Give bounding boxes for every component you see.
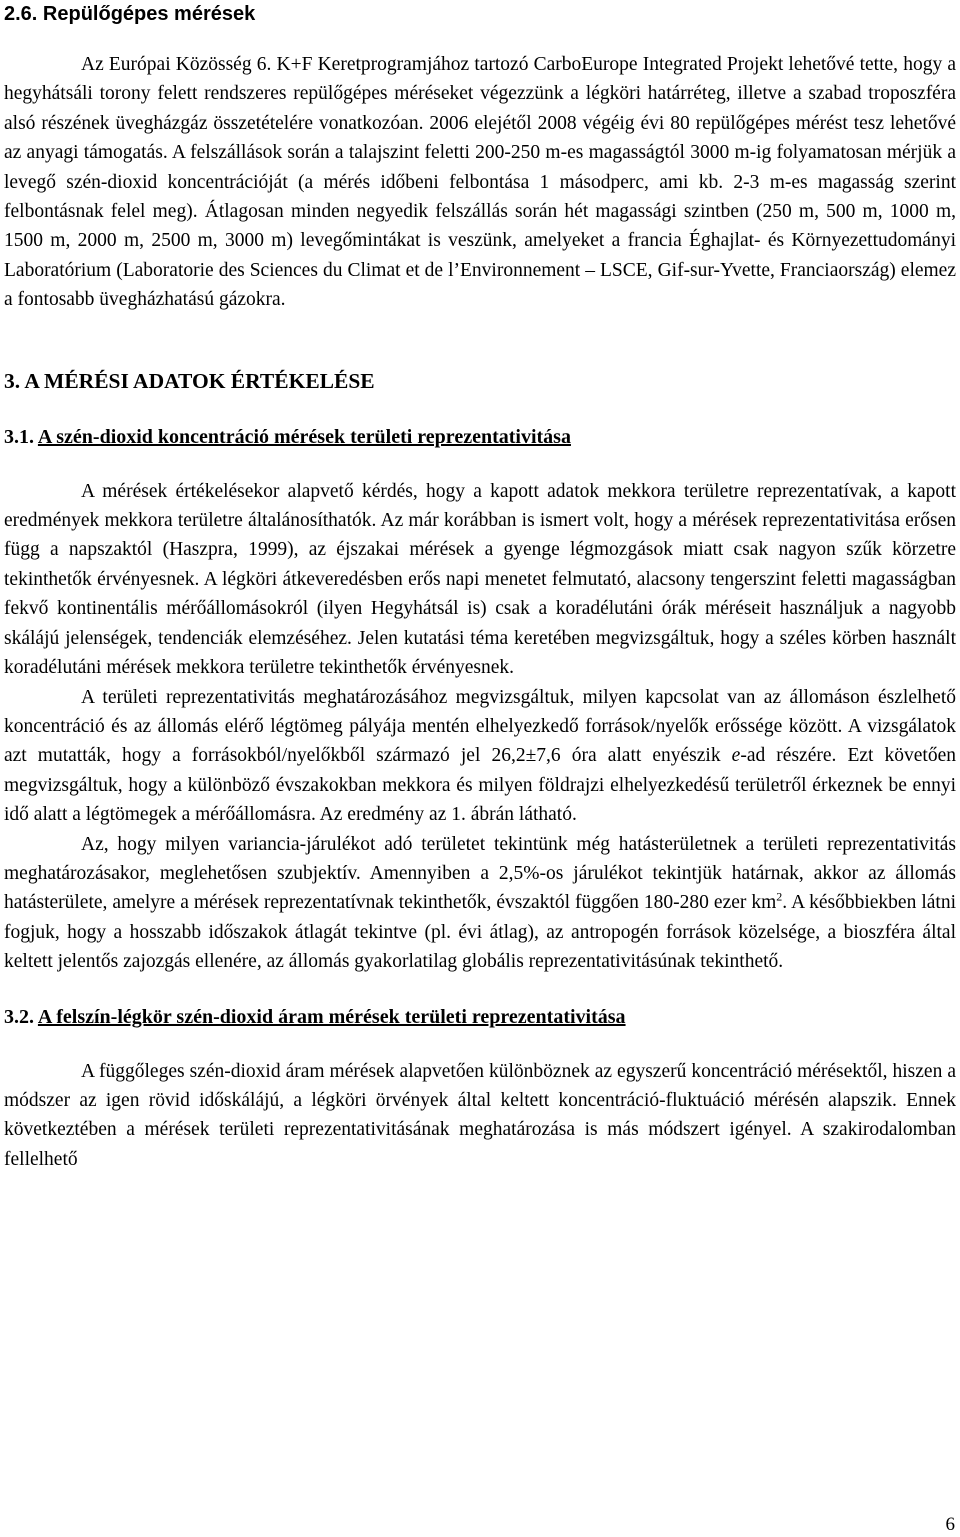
paragraph-text: Az, hogy milyen variancia-járulékot adó területet tekintünk még hatásterületnek a területi reprezentativitás meghatározásakor, meglehetősen szubjektív. Amennyiben a 2,5%-os járulékot tekintjük határnak, akkor az állomás hatásterülete, amelyre a mérések reprezentatívnak tekinthetők, évszaktól függően 180-280 ezer km (4, 833, 956, 914)
paragraph-representativity-intro: A mérések értékelésekor alapvető kérdés, hogy a kapott adatok mekkora területre reprezentatívak, a kapott eredmények mekkora területre általánosíthatók. Az már korábban is ismert volt, hogy a mérések reprezentativitása erősen függ a napszaktól (Haszpra, 1999), az éjszakai mérések a gyenge légmozgások miatt csak nagyon szűk körzetre tekinthetők érvényesnek. A légköri átkeveredésben erős napi menetet felmutató, alacsony tengerszint feletti magasságban fekvő kontinentális mérőállomásokról (ilyen Hegyhátsál is) csak a koradélutáni órák méréseit használjuk a nagyobb skálájú jelenségek, tendenciák elemzéséhez. Jelen kutatási téma keretében megvizsgáltuk, hogy a széles körben használt koradélutáni mérések mekkora területre tekinthetők érvényesnek. (4, 480, 956, 679)
chapter-heading-3: 3. A MÉRÉSI ADATOK ÉRTÉKELÉSE (4, 368, 375, 393)
paragraph-spatial-representativity (4, 683, 956, 830)
paragraph-flux-measurements: A függőleges szén-dioxid áram mérések alapvetően különböznek az egyszerű koncentráció mérésektől, hiszen a módszer az igen rövid időskálájú, a légköri örvények által keltett koncentráció-fluktuáció mérésén alapszik. Ennek következtében a mérések területi reprezentativitásának meghatározása is más módszert igényel. A szakirodalomban fellelhető (4, 1060, 956, 1170)
section-heading-2-6: 2.6. Repülőgépes mérések (4, 3, 256, 25)
section-number: 3.1. (4, 425, 34, 448)
paragraph-aircraft-measurements: Az Európai Közösség 6. K+F Keretprogramjához tartozó CarboEurope Integrated Projekt lehetővé tette, hogy a hegyhátsáli torony felett rendszeres repülőgépes méréseket végezzünk a légköri határréteg, illetve a szabad troposzféra alsó részének üvegházgáz összetételére vonatkozóan. 2006 elejétől 2008 végéig évi 80 repülőgépes mérést tesz lehetővé az anyagi támogatás. A felszállások során a talajszint feletti 200-250 m-es magasságtól 3000 m-ig folyamatosan mérjük a levegő szén-dioxid koncentrációját (a mérés időbeni felbontása 1 másodperc, ami kb. 2-3 m-es magasság szerint felbontásnak felel meg). Átlagosan minden negyedik felszállás során hét magassági szintben (250 m, 500 m, 1000 m, 1500 m, 2000 m, 2500 m, 3000 m) levegőmintákat is veszünk, amelyeket a francia Éghajlat- és Környezettudományi Laboratórium (Laboratorie des Sciences du Climat et de l’Environnement – LSCE, Gif-sur-Yvette, Franciaország) elemez a fontosabb üvegházhatású gázokra. (4, 54, 956, 311)
paragraph-text: A területi reprezentativitás meghatározásához megvizsgáltuk, milyen kapcsolat van az állomáson észlelhető koncentráció és az állomás elérő légtömeg pályája mentén elhelyezkedő források/nyelők erőssége között. A vizsgálatok azt mutatták, hogy a forrásokból/nyelőkből származó jel 26,2±7,6 óra alatt enyészik (4, 686, 956, 767)
document-page (4, 0, 956, 1174)
paragraph-variance-contribution (4, 830, 956, 977)
superscript-2: 2 (776, 889, 783, 904)
section-title: A szén-dioxid koncentráció mérések területi reprezentativitása (37, 425, 571, 448)
italic-e: e (731, 745, 741, 767)
section-heading-3-1 (4, 423, 956, 451)
section-title: A felszín-légkör szén-dioxid áram mérések területi reprezentativitása (37, 1005, 626, 1028)
section-heading-3-2 (4, 1003, 956, 1031)
section-number: 3.2. (4, 1005, 34, 1028)
page-number: 6 (945, 1514, 955, 1535)
paragraph-text: -ad részére. Ezt követően megvizsgáltuk, hogy a különböző évszakokban mekkora és milyen földrajzi elhelyezkedésű területről érkeznek be ennyi idő alatt a légtömegek a mérőállomásra. Az eredmény az 1. ábrán látható. (4, 745, 956, 826)
paragraph-text: . A későbbiekben látni fogjuk, hogy a hosszabb időszakok átlagát tekintve (pl. évi átlag), az antropogén források közelsége, a bioszféra által keltett jelentős zajozgás ellenére, az állomás gyakorlatilag globális reprezentativitásúnak tekinthető. (4, 892, 956, 973)
